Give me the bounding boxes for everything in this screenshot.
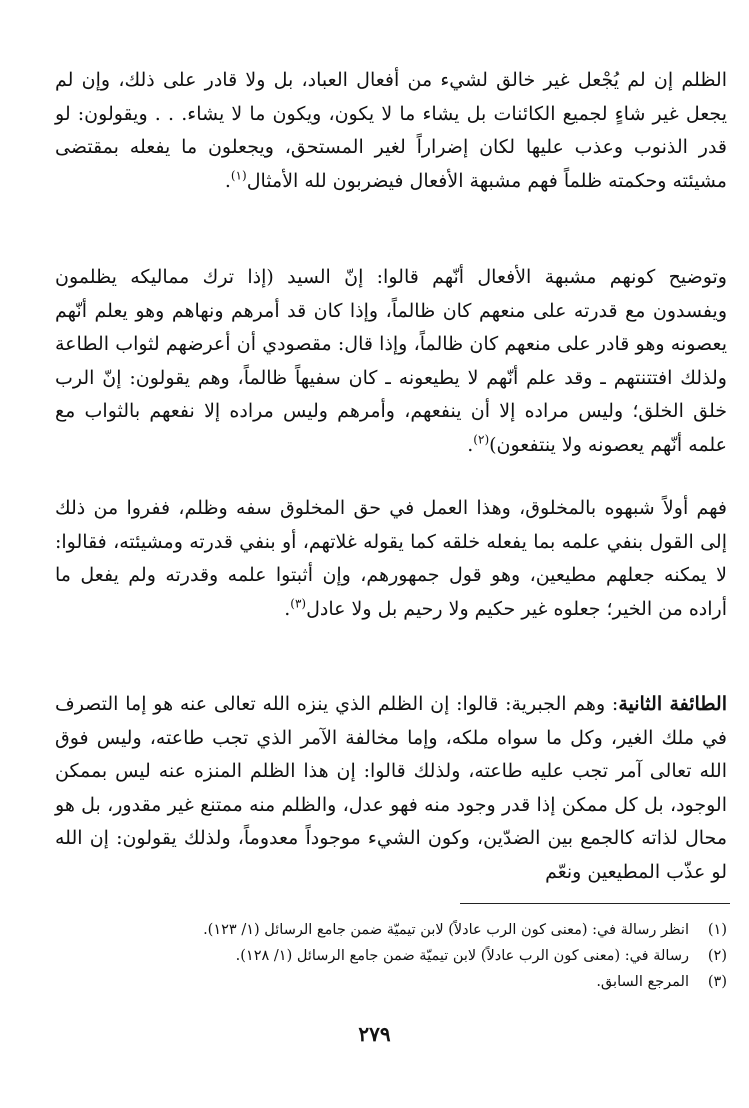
footnote-3 — [55, 969, 727, 995]
footnote-separator — [460, 903, 730, 904]
footnotes — [55, 917, 727, 995]
paragraph-4-text: : وهم الجبرية: قالوا: إن الظلم الذي ينزه الله تعالى عنه هو إما التصرف في ملك الغير، وكل ما سواه ملكه، وإما مخالفة الآمر الذي تجب طاعته، وليس فوق الله تعالى آمر تجب عليه طاعته، ولذلك قالوا: إن هذا الظلم المنزه عنه ليس بممكن الوجود، بل كل ممكن إذا قدر وجود منه فهو عدل، والظلم منه ممتنع غير مقدور، بل هو محال لذاته كالجمع بين الضدّين، وكون الشيء موجوداً معدوماً، ولذلك يقولون: إن الله لو عذّب المطيعين ونعّم — [55, 693, 727, 883]
footnote-2 — [55, 943, 727, 969]
paragraph-2-end: . — [467, 433, 474, 456]
page-number: ٢٧٩ — [358, 1022, 391, 1046]
section-heading-second-group: الطائفة الثانية — [618, 693, 727, 715]
paragraph-3 — [55, 492, 727, 626]
paragraph-2-text: وتوضيح كونهم مشبهة الأفعال أنّهم قالوا: إنّ السيد (إذا ترك مماليكه يظلمون ويفسدون مع قدرته على منعهم كان ظالماً، وإذا كان قد أمرهم ونهاهم وهو يعلم أنّهم يعصونه وهو قادر على منعهم كان ظالماً، وإذا قال: مقصودي أن أعرضهم لثواب الطاعة ولذلك افتتنتهم ـ وقد علم أنّهم لا يطيعونه ـ كان سفيهاً ظالماً، وهم يقولون: إنّ الرب خلق الخلق؛ وليس مراده إلا أن ينفعهم، وأمرهم وليس مراده إلا نفعهم بالثواب مع علمه أنّهم يعصونه ولا ينتفعون) — [55, 266, 727, 456]
paragraph-1-end: . — [224, 169, 231, 192]
paragraph-3-text: فهم أولاً شبهوه بالمخلوق، وهذا العمل في حق المخلوق سفه وظلم، ففروا من ذلك إلى القول بنفي علمه بما يفعله خلقه كما يقوله غلاتهم، أو بنفي قدرته ومشيئته، فقالوا: لا يمكنه جعلهم مطيعين، وهو قول جمهورهم، وإن أثبتوا علمه وقدرته ولم يفعل ما أراده من الخير؛ جعلوه غير حكيم ولا رحيم بل ولا عادل — [55, 497, 727, 620]
footnote-2-text: رسالة في: (معنى كون الرب عادلاً) لابن تيميّة ضمن جامع الرسائل (١/ ١٢٨). — [235, 948, 689, 964]
footnote-2-number: (٢) — [707, 948, 727, 964]
paragraph-4 — [55, 688, 727, 889]
paragraph-3-end: . — [284, 597, 291, 620]
footnote-1-text: انظر رسالة في: (معنى كون الرب عادلاً) لابن تيميّة ضمن جامع الرسائل (١/ ١٢٣). — [203, 922, 689, 938]
footnote-3-text: المرجع السابق. — [596, 974, 689, 990]
paragraph-1-text: الظلم إن لم يُجْعل غير خالق لشيء من أفعال العباد، بل ولا قادر على ذلك، وإن لم يجعل غير شاءٍ لجميع الكائنات بل يشاء ما لا يكون، ويكون ما لا يشاء. . . ويقولون: لو قدر الذنوب وعذب عليها لكان إضراراً لغير المستحق، ويجعلون ما يفعله بمقتضى مشيئته وحكمته ظلماً فهم مشبهة الأفعال فيضربون لله الأمثال — [55, 69, 727, 192]
paragraph-2 — [55, 261, 727, 462]
footnote-ref-2: (٢) — [473, 432, 490, 447]
footnote-ref-3: (٣) — [290, 596, 307, 611]
footnote-3-number: (٣) — [707, 974, 727, 990]
paragraph-1 — [55, 64, 727, 198]
footnote-ref-1: (١) — [230, 168, 247, 183]
footnote-1 — [55, 917, 727, 943]
footnote-1-number: (١) — [707, 922, 727, 938]
